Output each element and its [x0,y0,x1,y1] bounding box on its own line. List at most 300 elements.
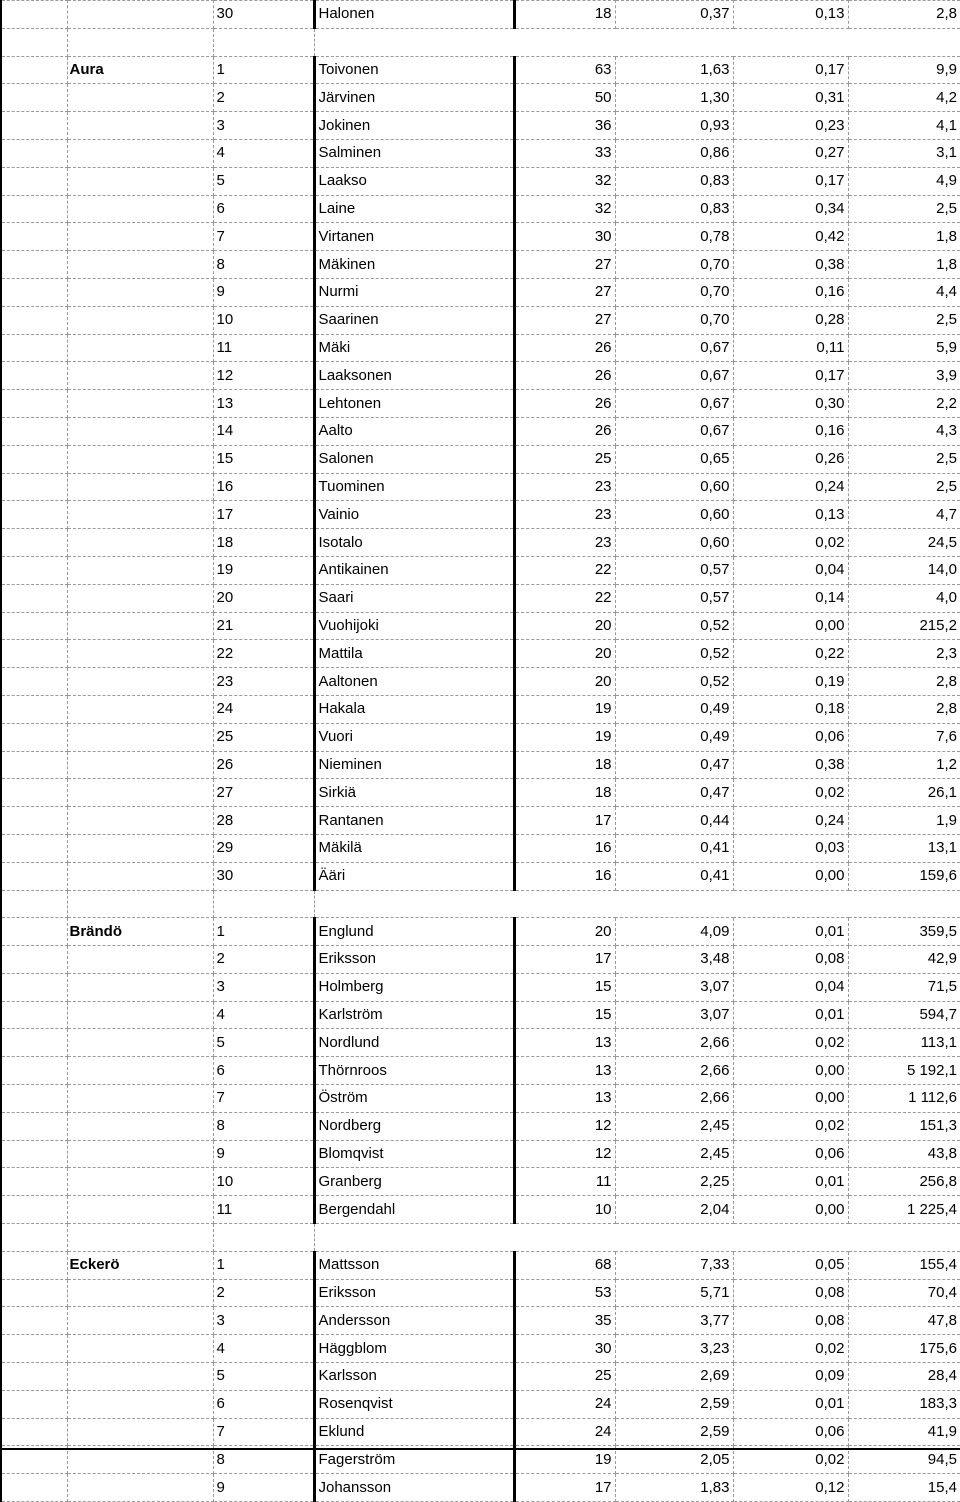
row-header-cell [1,223,67,251]
surname-cell: Rosenqvist [314,1390,514,1418]
index-cell: 28,4 [848,1363,960,1391]
share-cell: 0,78 [615,223,733,251]
count-cell: 17 [514,946,615,974]
index-cell: 13,1 [848,834,960,862]
empty-cell [67,1307,213,1335]
index-cell: 1,2 [848,751,960,779]
row-header-cell [1,84,67,112]
index-cell: 7,6 [848,723,960,751]
row-header-cell [1,918,67,946]
ratio-cell: 0,34 [733,195,848,223]
table-row [1,1279,960,1307]
count-cell: 32 [514,195,615,223]
row-header-cell [1,584,67,612]
share-cell: 3,48 [615,946,733,974]
share-cell: 0,49 [615,695,733,723]
municipality-label: Eckerö [67,1251,213,1279]
ratio-cell: 0,42 [733,223,848,251]
ratio-cell: 0,00 [733,862,848,890]
share-cell: 2,66 [615,1029,733,1057]
index-cell: 2,5 [848,473,960,501]
row-header-cell [1,28,67,56]
count-cell: 36 [514,112,615,140]
count-cell: 26 [514,390,615,418]
index-cell: 2,8 [848,668,960,696]
rank-cell: 11 [213,334,314,362]
ratio-cell: 0,13 [733,501,848,529]
count-cell: 12 [514,1112,615,1140]
share-cell: 3,23 [615,1335,733,1363]
row-header-cell [1,139,67,167]
rank-cell: 10 [213,306,314,334]
rank-cell: 15 [213,445,314,473]
surname-cell: Karlsson [314,1363,514,1391]
rank-cell: 11 [213,1196,314,1224]
row-header-cell [1,1251,67,1279]
empty-cell [213,890,314,918]
row-header-cell [1,890,67,918]
share-cell: 0,93 [615,112,733,140]
count-cell: 17 [514,1474,615,1502]
empty-cell [213,28,314,56]
ratio-cell: 0,00 [733,1196,848,1224]
row-header-cell [1,56,67,84]
ratio-cell: 0,04 [733,973,848,1001]
empty-cell [67,1474,213,1502]
row-header-cell [1,251,67,279]
empty-cell [67,1390,213,1418]
row-header-cell [1,417,67,445]
empty-cell [848,28,960,56]
index-cell: 256,8 [848,1168,960,1196]
rank-cell: 3 [213,112,314,140]
rank-cell: 3 [213,973,314,1001]
ratio-cell: 0,00 [733,612,848,640]
surname-cell: Mattila [314,640,514,668]
rank-cell: 27 [213,779,314,807]
count-cell: 27 [514,306,615,334]
table-row [1,1001,960,1029]
surname-cell: Johansson [314,1474,514,1502]
count-cell: 50 [514,84,615,112]
surname-cell: Aalto [314,417,514,445]
ratio-cell: 0,24 [733,807,848,835]
rank-cell: 6 [213,1390,314,1418]
table-row [1,390,960,418]
count-cell: 19 [514,695,615,723]
index-cell: 41,9 [848,1418,960,1446]
surname-cell: Thörnroos [314,1057,514,1085]
table-row [1,501,960,529]
share-cell: 0,52 [615,612,733,640]
table-row [1,1307,960,1335]
rank-cell: 4 [213,1001,314,1029]
row-header-cell [1,862,67,890]
row-header-cell [1,1279,67,1307]
index-cell: 4,1 [848,112,960,140]
table-row [1,556,960,584]
table-row [1,612,960,640]
share-cell: 0,52 [615,640,733,668]
row-header-cell [1,1474,67,1502]
share-cell: 0,65 [615,445,733,473]
share-cell: 0,47 [615,751,733,779]
share-cell: 0,70 [615,278,733,306]
ratio-cell: 0,38 [733,251,848,279]
empty-cell [67,1196,213,1224]
row-header-cell [1,1057,67,1085]
ratio-cell: 0,13 [733,1,848,29]
index-cell: 42,9 [848,946,960,974]
index-cell: 1 225,4 [848,1196,960,1224]
share-cell: 2,25 [615,1168,733,1196]
row-header-cell [1,695,67,723]
row-header-cell [1,1168,67,1196]
index-cell: 2,2 [848,390,960,418]
rank-cell: 20 [213,584,314,612]
ratio-cell: 0,08 [733,1279,848,1307]
index-cell: 5 192,1 [848,1057,960,1085]
row-header-cell [1,612,67,640]
index-cell: 4,0 [848,584,960,612]
empty-cell [67,306,213,334]
rank-cell: 24 [213,695,314,723]
ratio-cell: 0,01 [733,1168,848,1196]
row-header-cell [1,1029,67,1057]
empty-cell [67,862,213,890]
rank-cell: 8 [213,1446,314,1474]
share-cell: 0,67 [615,417,733,445]
index-cell: 70,4 [848,1279,960,1307]
table-row [1,807,960,835]
table-row [1,695,960,723]
table-row [1,1418,960,1446]
table-row [1,473,960,501]
index-cell: 2,8 [848,1,960,29]
empty-cell [67,473,213,501]
share-cell: 7,33 [615,1251,733,1279]
count-cell: 24 [514,1418,615,1446]
count-cell: 27 [514,251,615,279]
table-row [1,973,960,1001]
empty-cell [67,807,213,835]
index-cell: 3,1 [848,139,960,167]
rank-cell: 3 [213,1307,314,1335]
ratio-cell: 0,02 [733,529,848,557]
count-cell: 23 [514,473,615,501]
table-row [1,56,960,84]
index-cell: 2,5 [848,195,960,223]
share-cell: 2,45 [615,1140,733,1168]
row-header-cell [1,473,67,501]
empty-cell [848,1224,960,1252]
empty-cell [67,1029,213,1057]
share-cell: 0,57 [615,584,733,612]
table-row [1,1,960,29]
surname-cell: Hakala [314,695,514,723]
row-header-cell [1,1446,67,1474]
row-header-cell [1,751,67,779]
surname-cell: Karlström [314,1001,514,1029]
rank-cell: 6 [213,1057,314,1085]
share-cell: 0,83 [615,167,733,195]
share-cell: 0,67 [615,390,733,418]
count-cell: 20 [514,918,615,946]
index-cell: 43,8 [848,1140,960,1168]
index-cell: 2,8 [848,695,960,723]
share-cell: 0,47 [615,779,733,807]
count-cell: 15 [514,1001,615,1029]
surname-cell: Blomqvist [314,1140,514,1168]
ratio-cell: 0,23 [733,112,848,140]
count-cell: 16 [514,862,615,890]
empty-cell [67,668,213,696]
table-row [1,112,960,140]
ratio-cell: 0,22 [733,640,848,668]
rank-cell: 2 [213,1279,314,1307]
count-cell: 19 [514,1446,615,1474]
surname-cell: Tuominen [314,473,514,501]
count-cell: 30 [514,1335,615,1363]
ratio-cell: 0,02 [733,1335,848,1363]
index-cell: 15,4 [848,1474,960,1502]
surname-cell: Eriksson [314,946,514,974]
empty-cell [67,834,213,862]
row-header-cell [1,445,67,473]
surname-cell: Virtanen [314,223,514,251]
row-header-cell [1,1335,67,1363]
table-row [1,946,960,974]
share-cell: 3,07 [615,1001,733,1029]
share-cell: 2,66 [615,1085,733,1113]
count-cell: 35 [514,1307,615,1335]
row-header-cell [1,1085,67,1113]
share-cell: 2,04 [615,1196,733,1224]
ratio-cell: 0,38 [733,751,848,779]
ratio-cell: 0,02 [733,1112,848,1140]
ratio-cell: 0,18 [733,695,848,723]
share-cell: 1,63 [615,56,733,84]
rank-cell: 26 [213,751,314,779]
surname-cell: Salonen [314,445,514,473]
ratio-cell: 0,02 [733,1446,848,1474]
count-cell: 18 [514,1,615,29]
row-header-cell [1,1196,67,1224]
rank-cell: 1 [213,918,314,946]
rank-cell: 28 [213,807,314,835]
row-header-cell [1,1390,67,1418]
surname-cell: Mäkinen [314,251,514,279]
rank-cell: 21 [213,612,314,640]
count-cell: 53 [514,1279,615,1307]
table-row [1,1140,960,1168]
index-cell: 2,5 [848,445,960,473]
ratio-cell: 0,06 [733,1418,848,1446]
empty-cell [67,112,213,140]
table-row [1,779,960,807]
municipality-label: Brändö [67,918,213,946]
surname-cell: Toivonen [314,56,514,84]
row-header-cell [1,390,67,418]
table-row [1,862,960,890]
empty-cell [67,1001,213,1029]
row-header-cell [1,1224,67,1252]
surname-cell: Holmberg [314,973,514,1001]
count-cell: 25 [514,445,615,473]
share-cell: 0,70 [615,251,733,279]
table-body [1,1,960,1502]
row-header-cell [1,195,67,223]
empty-cell [67,251,213,279]
ratio-cell: 0,17 [733,167,848,195]
count-cell: 22 [514,556,615,584]
rank-cell: 12 [213,362,314,390]
count-cell: 23 [514,529,615,557]
table-row [1,445,960,473]
ratio-cell: 0,14 [733,584,848,612]
surname-cell: Eklund [314,1418,514,1446]
row-header-cell [1,1140,67,1168]
rank-cell: 25 [213,723,314,751]
share-cell: 0,67 [615,334,733,362]
index-cell: 1,9 [848,807,960,835]
index-cell: 594,7 [848,1001,960,1029]
surname-cell: Vuori [314,723,514,751]
row-header-cell [1,278,67,306]
empty-cell [67,417,213,445]
table-row [1,1335,960,1363]
municipality-label: Aura [67,56,213,84]
ratio-cell: 0,01 [733,1001,848,1029]
empty-cell [67,334,213,362]
share-cell: 2,59 [615,1390,733,1418]
spacer-row [1,1224,960,1252]
share-cell: 0,67 [615,362,733,390]
count-cell: 13 [514,1029,615,1057]
empty-cell [67,1057,213,1085]
index-cell: 14,0 [848,556,960,584]
surname-cell: Salminen [314,139,514,167]
rank-cell: 5 [213,1363,314,1391]
index-cell: 9,9 [848,56,960,84]
share-cell: 2,59 [615,1418,733,1446]
ratio-cell: 0,01 [733,1390,848,1418]
count-cell: 27 [514,278,615,306]
empty-cell [67,1279,213,1307]
row-header-cell [1,1,67,29]
row-header-cell [1,362,67,390]
count-cell: 19 [514,723,615,751]
count-cell: 20 [514,668,615,696]
ratio-cell: 0,03 [733,834,848,862]
table-row [1,417,960,445]
table-row [1,362,960,390]
surname-cell: Englund [314,918,514,946]
surname-cell: Rantanen [314,807,514,835]
count-cell: 22 [514,584,615,612]
index-cell: 1 112,6 [848,1085,960,1113]
ratio-cell: 0,02 [733,1029,848,1057]
count-cell: 18 [514,751,615,779]
table-row [1,751,960,779]
table-row [1,1057,960,1085]
table-row [1,1168,960,1196]
index-cell: 215,2 [848,612,960,640]
row-header-cell [1,167,67,195]
ratio-cell: 0,09 [733,1363,848,1391]
spacer-row [1,28,960,56]
table-row [1,1085,960,1113]
table-row [1,640,960,668]
row-header-cell [1,1112,67,1140]
table-row [1,84,960,112]
rank-cell: 7 [213,1085,314,1113]
count-cell: 23 [514,501,615,529]
surname-cell: Fagerström [314,1446,514,1474]
ratio-cell: 0,04 [733,556,848,584]
share-cell: 0,44 [615,807,733,835]
count-cell: 10 [514,1196,615,1224]
share-cell: 5,71 [615,1279,733,1307]
empty-cell [67,445,213,473]
empty-cell [67,1112,213,1140]
share-cell: 0,41 [615,862,733,890]
table-row [1,195,960,223]
surname-cell: Isotalo [314,529,514,557]
index-cell: 2,3 [848,640,960,668]
count-cell: 33 [514,139,615,167]
rank-cell: 14 [213,417,314,445]
empty-cell [67,84,213,112]
row-header-cell [1,501,67,529]
table-row [1,918,960,946]
surname-cell: Saarinen [314,306,514,334]
rank-cell: 5 [213,167,314,195]
index-cell: 3,9 [848,362,960,390]
surname-cell: Laaksonen [314,362,514,390]
ratio-cell: 0,11 [733,334,848,362]
rank-cell: 17 [213,501,314,529]
surname-cell: Ääri [314,862,514,890]
rank-cell: 30 [213,1,314,29]
table-row [1,668,960,696]
row-header-cell [1,1307,67,1335]
rank-cell: 7 [213,223,314,251]
surname-cell: Bergendahl [314,1196,514,1224]
table-row [1,251,960,279]
empty-cell [67,779,213,807]
ratio-cell: 0,06 [733,723,848,751]
count-cell: 13 [514,1057,615,1085]
table-row [1,334,960,362]
surname-cell: Laine [314,195,514,223]
empty-cell [67,278,213,306]
surname-cell: Mäkilä [314,834,514,862]
surname-cell: Lehtonen [314,390,514,418]
table-row [1,584,960,612]
rank-cell: 18 [213,529,314,557]
empty-cell [67,1,213,29]
row-header-cell [1,834,67,862]
index-cell: 4,7 [848,501,960,529]
index-cell: 4,4 [848,278,960,306]
ratio-cell: 0,24 [733,473,848,501]
ratio-cell: 0,08 [733,1307,848,1335]
empty-cell [67,390,213,418]
rank-cell: 16 [213,473,314,501]
row-header-cell [1,1363,67,1391]
empty-cell [67,1224,213,1252]
